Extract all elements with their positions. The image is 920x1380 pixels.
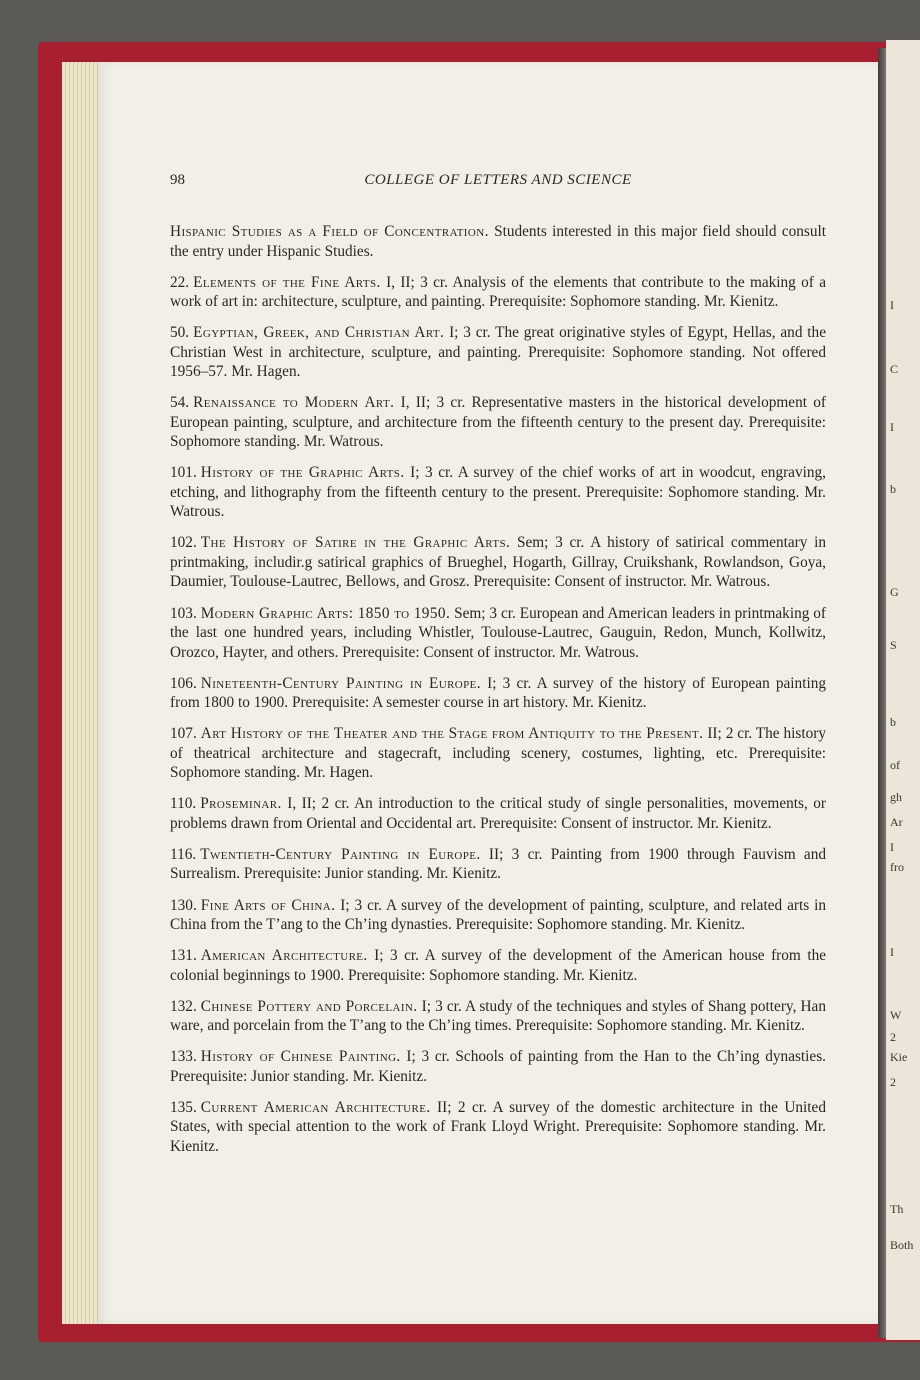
course-number: 131. [170,947,197,965]
running-header [170,172,826,192]
course-entry [170,845,826,884]
adjacent-fragment: I [890,840,894,854]
course-number: 116. [170,845,197,863]
course-description: I; 3 cr. A study of the techniques and styles of Shang pottery, Han ware, and porcelain from the T’ang to the Ch’ing times. Prerequisite: Sophomore standing. Mr. Kienitz. [170,997,826,1035]
course-description: I; 3 cr. A survey of the history of European painting from 1800 to 1900. Prerequisite: A semester course in art history. Mr. Kienitz. [170,674,826,712]
adjacent-fragment: W [890,1008,902,1022]
course-number: 101. [170,464,197,482]
course-number: 107. [170,725,197,743]
course-description: I; 3 cr. A survey of the chief works of art in woodcut, engraving, etching, and lithography from the fifteenth century to the present. Prerequisite: Sophomore standing. Mr. Watrous. [170,464,826,521]
course-title: Twentieth-Century Painting in Europe. [200,845,481,863]
course-title: Elements of the Fine Arts. [193,273,381,291]
adjacent-fragment: b [890,482,896,496]
course-number: 50. [170,324,190,342]
course-title: Current American Architecture. [200,1098,431,1116]
course-description: I, II; 3 cr. Analysis of the elements that contribute to the making of a work of art in: architecture, sculpture, and painting. Prerequisite: Sophomore standing. Mr. Kienitz. [170,273,827,311]
course-entry [170,463,826,522]
running-title: COLLEGE OF LETTERS AND SCIENCE [364,172,632,188]
course-entry [170,393,826,452]
adjacent-page-edge [886,40,920,1340]
course-entry [170,794,826,833]
adjacent-fragment: of [890,758,900,772]
course-description: I, II; 3 cr. Representative masters in the historical development of European painting, sculpture, and architecture from the fifteenth century to the present day. Prerequisite: Sophomore standing. Mr. Watrous. [170,394,826,451]
course-entry [170,1047,826,1086]
page-number: 98 [170,172,185,188]
course-entry [170,323,826,382]
course-description: II; 2 cr. A survey of the domestic architecture in the United States, with special attention to the work of Frank Lloyd Wright. Prerequisite: Sophomore standing. Mr. Kienitz. [170,1098,826,1155]
course-entry [170,896,826,935]
course-number: 102. [170,534,197,552]
course-entry [170,674,826,713]
course-number: 110. [170,795,197,813]
course-title: Nineteenth-Century Painting in Europe. [200,674,482,692]
adjacent-fragment: Both [890,1238,914,1252]
course-entry [170,946,826,985]
course-title: Fine Arts of China. [200,896,336,914]
course-entry [170,533,826,592]
book-gutter [878,48,886,1338]
course-title: American Architecture. [200,947,368,965]
course-entry [170,604,826,663]
course-entry [170,724,826,783]
course-number: 132. [170,997,197,1015]
course-entry [170,222,826,261]
course-number: 54. [170,394,190,412]
course-title: Modern Graphic Arts: 1850 to 1950. [200,604,451,622]
course-title: History of the Graphic Arts. [200,464,405,482]
course-title: Art History of the Theater and the Stage from Antiquity to the Present. [200,725,704,743]
adjacent-fragment: b [890,715,896,729]
course-number: 130. [170,896,197,914]
adjacent-fragment: Th [890,1202,904,1216]
adjacent-fragment: gh [890,790,902,804]
course-description: II; 3 cr. Painting from 1900 through Fauvism and Surrealism. Prerequisite: Junior standing. Mr. Kienitz. [170,845,827,883]
course-title: The History of Satire in the Graphic Arts. [200,534,511,552]
course-description: Sem; 3 cr. A history of satirical commentary in printmaking, includir.g satirical graphics of Brueghel, Hogarth, Gillray, Cruikshank, Rowlandson, Goya, Daumier, Toulouse-Lautrec, Bellows, and Grosz. Prerequisite: Consent of instructor. Mr. Watrous. [170,534,826,591]
course-title: History of Chinese Painting. [200,1048,401,1066]
adjacent-fragment: S [890,638,897,652]
adjacent-fragment: fro [890,860,904,874]
course-description: Sem; 3 cr. European and American leaders in printmaking of the last one hundred years, including Whistler, Toulouse-Lautrec, Gauguin, Redon, Munch, Kollwitz, Orozco, Hayter, and others. Prerequisite: Consent of instructor. Mr. Watrous. [170,604,827,661]
adjacent-fragment: 2 [890,1075,896,1089]
course-title: Egyptian, Greek, and Christian Art. [193,324,445,342]
course-description: I, II; 2 cr. An introduction to the critical study of single personalities, movements, or problems drawn from Oriental and Occidental art. Prerequisite: Consent of instructor. Mr. Kienitz. [170,795,826,832]
adjacent-fragment: I [890,298,894,312]
adjacent-fragment: Ar [890,815,903,829]
course-title: Proseminar. [200,795,282,813]
course-entry [170,997,826,1036]
adjacent-fragment: I [890,945,894,959]
adjacent-fragment: I [890,420,894,434]
course-entry [170,273,826,312]
course-number: 22. [170,273,190,291]
course-description: I; 3 cr. Schools of painting from the Han to the Ch’ing dynasties. Prerequisite: Junior standing. Mr. Kienitz. [170,1048,827,1085]
course-list [170,222,826,1168]
course-title: Chinese Pottery and Porcelain. [200,997,418,1015]
course-description: I; 3 cr. A survey of the development of the American house from the colonial beginnings to 1900. Prerequisite: Sophomore standing. Mr. Kienitz. [170,947,827,984]
course-description: Students interested in this major field should consult the entry under Hispanic Studies. [170,223,827,260]
course-title: Hispanic Studies as a Field of Concentration. [170,223,489,240]
course-description: I; 3 cr. A survey of the development of painting, sculpture, and related arts in China from the T’ang to the Ch’ing dynasties. Prerequisite: Sophomore standing. Mr. Kienitz. [170,896,826,934]
course-number: 103. [170,604,197,622]
adjacent-fragment: Kie [890,1050,908,1064]
adjacent-fragment: G [890,585,899,599]
adjacent-fragment: 2 [890,1030,896,1044]
course-number: 106. [170,674,197,692]
course-description: II; 2 cr. The history of theatrical architecture and stagecraft, including scenery, costumes, lighting, etc. Prerequisite: Sophomore standing. Mr. Hagen. [170,725,827,782]
course-entry [170,1098,826,1157]
course-number: 133. [170,1048,197,1066]
course-title: Renaissance to Modern Art. [193,394,395,412]
course-number: 135. [170,1098,197,1116]
course-description: I; 3 cr. The great originative styles of Egypt, Hellas, and the Christian West in architecture, sculpture, and painting. Prerequisite: Sophomore standing. Not offered 1956–57. Mr. Hagen. [170,324,826,381]
adjacent-fragment: C [890,362,899,376]
